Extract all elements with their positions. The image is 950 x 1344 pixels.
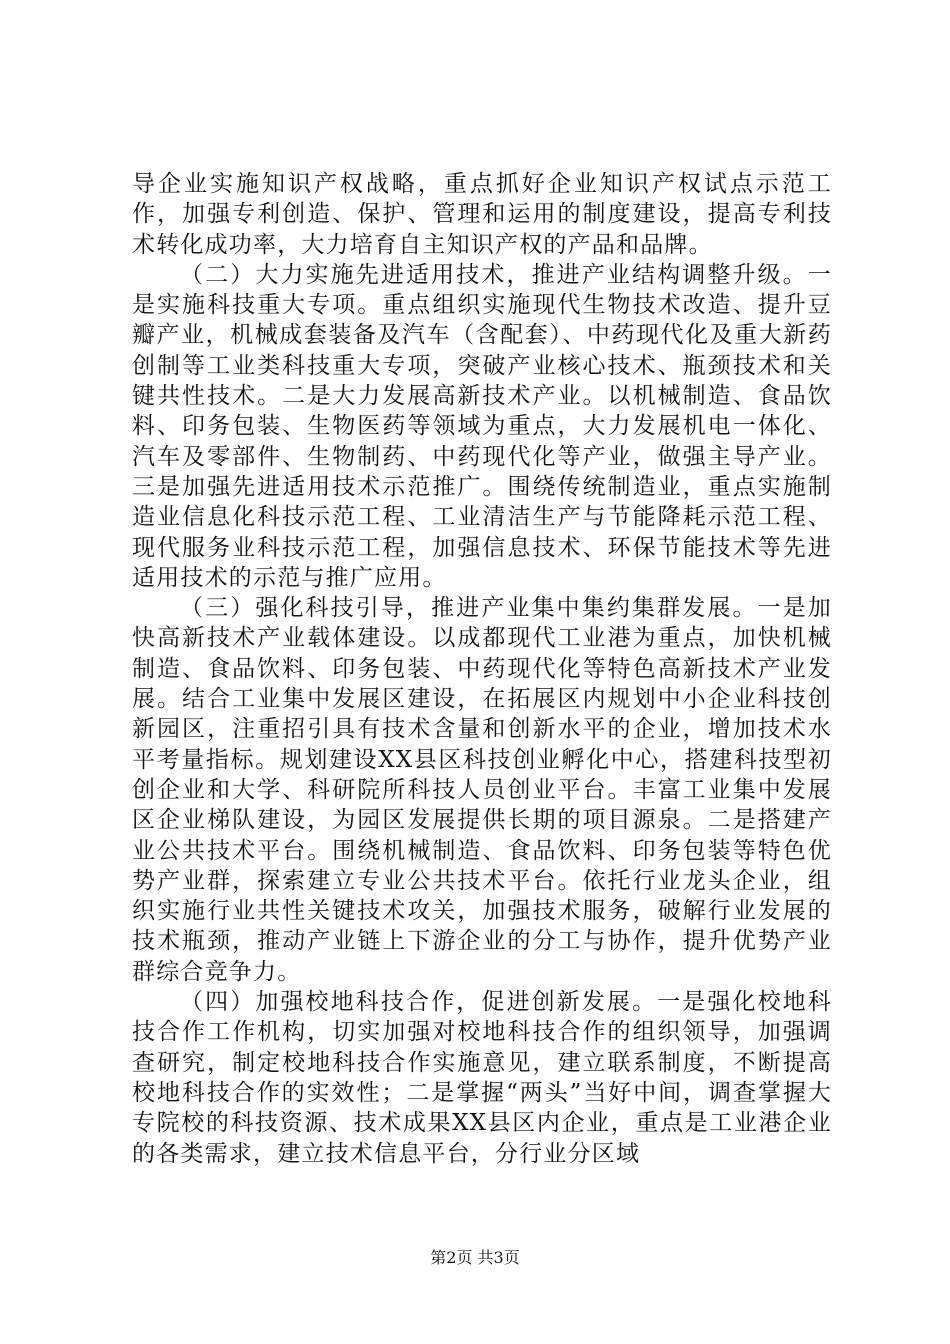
document-body: [132, 169, 832, 1169]
page-number-label: 第2页 共3页: [430, 1248, 520, 1267]
paragraph-2: （二）大力实施先进适用技术，推进产业结构调整升级。一是实施科技重大专项。重点组织实施现代生物技术改造、提升豆瓣产业，机械成套装备及汽车（含配套）、中药现代化及重大新药创制等工业类科技重大专项，突破产业核心技术、瓶颈技术和关键共性技术。二是大力发展高新技术产业。以机械制造、食品饮料、印务包装、生物医药等领域为重点，大力发展机电一体化、汽车及零部件、生物制药、中药现代化等产业，做强主导产业。三是加强先进适用技术示范推广。围绕传统制造业，重点实施制造业信息化科技示范工程、工业清洁生产与节能降耗示范工程、现代服务业科技示范工程，加强信息技术、环保节能技术等先进适用技术的示范与推广应用。: [132, 261, 832, 591]
page-footer: [0, 1248, 950, 1268]
paragraph-1: 导企业实施知识产权战略，重点抓好企业知识产权试点示范工作，加强专利创造、保护、管理和运用的制度建设，提高专利技术转化成功率，大力培育自主知识产权的产品和品牌。: [132, 171, 832, 258]
paragraph-3: （三）强化科技引导，推进产业集中集约集群发展。一是加快高新技术产业载体建设。以成都现代工业港为重点，加快机械制造、食品饮料、印务包装、中药现代化等特色高新技术产业发展。结合工业集中发展区建设，在拓展区内规划中小企业科技创新园区，注重招引具有技术含量和创新水平的企业，增加技术水平考量指标。规划建设XX县区科技创业孵化中心，搭建科技型初创企业和大学、科研院所科技人员创业平台。丰富工业集中发展区企业梯队建设，为园区发展提供长期的项目源泉。二是搭建产业公共技术平台。围绕机械制造、食品饮料、印务包装等特色优势产业群，探索建立专业公共技术平台。依托行业龙头企业，组织实施行业共性关键技术攻关，加强技术服务，破解行业发展的技术瓶颈，推动产业链上下游企业的分工与协作，提升优势产业群综合竞争力。: [132, 595, 832, 985]
paragraph-4: （四）加强校地科技合作，促进创新发展。一是强化校地科技合作工作机构，切实加强对校地科技合作的组织领导，加强调查研究，制定校地科技合作实施意见，建立联系制度，不断提高校地科技合作的实效性；二是掌握“两头”当好中间，调查掌握大专院校的科技资源、技术成果XX县区内企业，重点是工业港企业的各类需求，建立技术信息平台，分行业分区域: [132, 989, 832, 1167]
